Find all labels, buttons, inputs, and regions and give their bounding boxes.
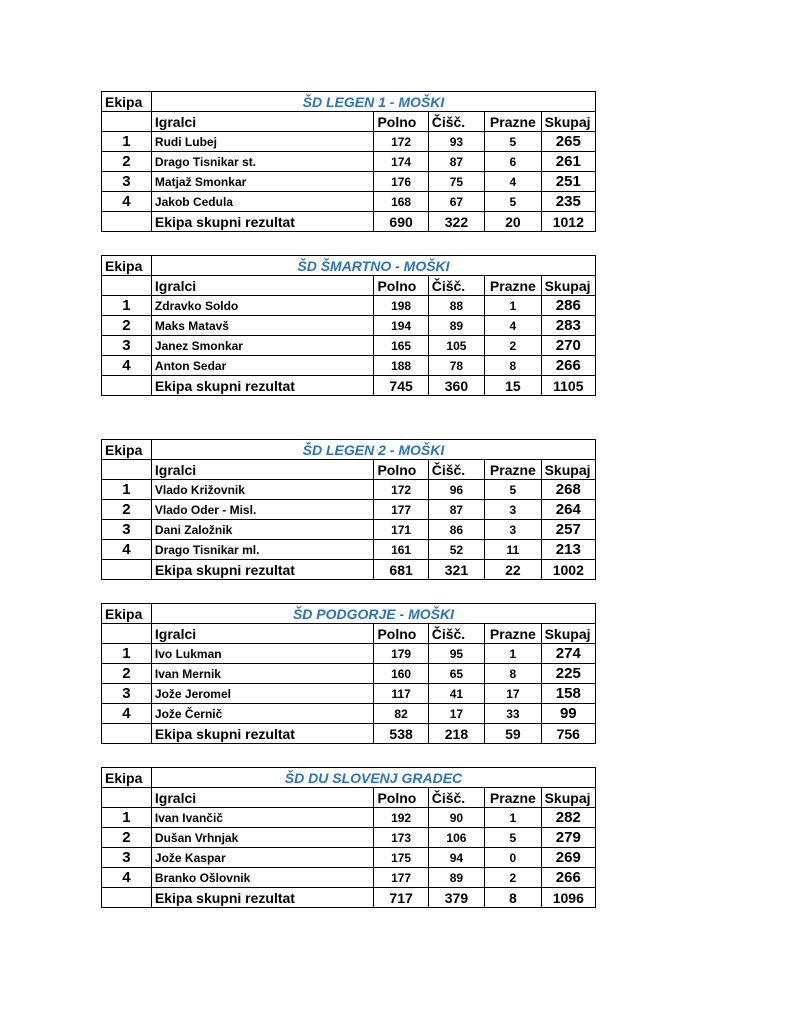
player-name: Jože Černič (151, 704, 374, 724)
polno-value: 82 (374, 704, 428, 724)
skupaj-value: 269 (541, 848, 595, 868)
ekipa-label: Ekipa (102, 768, 152, 788)
blank-cell (102, 724, 152, 744)
cisc-value: 65 (428, 664, 484, 684)
polno-value: 176 (374, 172, 428, 192)
total-skupaj: 756 (541, 724, 595, 744)
player-name: Janez Smonkar (151, 336, 374, 356)
prazne-value: 6 (485, 152, 541, 172)
player-name: Branko Ošlovnik (151, 868, 374, 888)
prazne-value: 8 (485, 356, 541, 376)
total-label: Ekipa skupni rezultat (151, 376, 374, 396)
table-row (102, 336, 596, 356)
total-prazne: 20 (485, 212, 541, 232)
igralci-header: Igralci (151, 624, 374, 644)
cisc-value: 106 (428, 828, 484, 848)
team-title: ŠD ŠMARTNO - MOŠKI (151, 256, 595, 276)
polno-header: Polno (374, 788, 428, 808)
prazne-header: Prazne (485, 460, 541, 480)
table-row (102, 500, 596, 520)
prazne-header: Prazne (485, 788, 541, 808)
cisc-value: 41 (428, 684, 484, 704)
polno-value: 194 (374, 316, 428, 336)
player-name: Anton Sedar (151, 356, 374, 376)
player-number: 1 (102, 480, 152, 500)
blank-cell (102, 560, 152, 580)
table-row (102, 664, 596, 684)
table-row (102, 132, 596, 152)
ekipa-label: Ekipa (102, 604, 152, 624)
prazne-value: 3 (485, 500, 541, 520)
skupaj-header: Skupaj (541, 112, 595, 132)
total-polno: 717 (374, 888, 428, 908)
table-row (102, 540, 596, 560)
team-header-row (102, 92, 596, 112)
player-name: Zdravko Soldo (151, 296, 374, 316)
player-name: Ivan Ivančič (151, 808, 374, 828)
total-cisc: 379 (428, 888, 484, 908)
cisc-value: 89 (428, 868, 484, 888)
igralci-header: Igralci (151, 112, 374, 132)
skupaj-value: 158 (541, 684, 595, 704)
player-number: 4 (102, 192, 152, 212)
ekipa-label: Ekipa (102, 440, 152, 460)
table-row (102, 808, 596, 828)
prazne-value: 33 (485, 704, 541, 724)
polno-value: 168 (374, 192, 428, 212)
cisc-value: 94 (428, 848, 484, 868)
skupaj-value: 264 (541, 500, 595, 520)
player-name: Jože Jeromel (151, 684, 374, 704)
blank-cell (102, 376, 152, 396)
skupaj-value: 265 (541, 132, 595, 152)
skupaj-value: 225 (541, 664, 595, 684)
player-name: Drago Tisnikar st. (151, 152, 374, 172)
total-prazne: 59 (485, 724, 541, 744)
polno-header: Polno (374, 276, 428, 296)
skupaj-value: 257 (541, 520, 595, 540)
prazne-value: 5 (485, 828, 541, 848)
prazne-value: 2 (485, 868, 541, 888)
player-number: 1 (102, 808, 152, 828)
cisc-value: 52 (428, 540, 484, 560)
player-number: 3 (102, 172, 152, 192)
player-number: 1 (102, 132, 152, 152)
prazne-value: 4 (485, 316, 541, 336)
player-number: 2 (102, 316, 152, 336)
team-table (101, 439, 596, 580)
column-header-row (102, 276, 596, 296)
total-row (102, 724, 596, 744)
skupaj-value: 251 (541, 172, 595, 192)
table-row (102, 644, 596, 664)
polno-value: 177 (374, 868, 428, 888)
total-prazne: 22 (485, 560, 541, 580)
player-number: 4 (102, 356, 152, 376)
player-number: 4 (102, 540, 152, 560)
cisc-value: 90 (428, 808, 484, 828)
prazne-value: 11 (485, 540, 541, 560)
player-name: Maks Matavš (151, 316, 374, 336)
skupaj-value: 286 (541, 296, 595, 316)
total-polno: 745 (374, 376, 428, 396)
team-title: ŠD PODGORJE - MOŠKI (151, 604, 595, 624)
total-row (102, 212, 596, 232)
prazne-value: 5 (485, 132, 541, 152)
team-table (101, 255, 596, 396)
table-row (102, 704, 596, 724)
cisc-value: 89 (428, 316, 484, 336)
total-row (102, 560, 596, 580)
prazne-value: 5 (485, 192, 541, 212)
polno-value: 117 (374, 684, 428, 704)
prazne-value: 0 (485, 848, 541, 868)
skupaj-header: Skupaj (541, 788, 595, 808)
column-header-row (102, 788, 596, 808)
skupaj-value: 268 (541, 480, 595, 500)
player-number: 2 (102, 500, 152, 520)
blank-cell (102, 112, 152, 132)
cisc-value: 87 (428, 152, 484, 172)
total-cisc: 322 (428, 212, 484, 232)
cisc-value: 96 (428, 480, 484, 500)
cisc-value: 17 (428, 704, 484, 724)
polno-value: 179 (374, 644, 428, 664)
prazne-value: 1 (485, 644, 541, 664)
polno-value: 188 (374, 356, 428, 376)
blank-cell (102, 460, 152, 480)
prazne-value: 5 (485, 480, 541, 500)
column-header-row (102, 460, 596, 480)
total-row (102, 376, 596, 396)
total-prazne: 15 (485, 376, 541, 396)
table-row (102, 172, 596, 192)
skupaj-value: 261 (541, 152, 595, 172)
column-header-row (102, 112, 596, 132)
team-table (101, 767, 596, 908)
table-row (102, 684, 596, 704)
cisc-value: 87 (428, 500, 484, 520)
player-name: Matjaž Smonkar (151, 172, 374, 192)
table-row (102, 868, 596, 888)
total-skupaj: 1002 (541, 560, 595, 580)
table-row (102, 192, 596, 212)
polno-header: Polno (374, 112, 428, 132)
total-cisc: 321 (428, 560, 484, 580)
team-header-row (102, 604, 596, 624)
table-row (102, 296, 596, 316)
cisc-value: 75 (428, 172, 484, 192)
player-number: 4 (102, 704, 152, 724)
team-header-row (102, 440, 596, 460)
team-header-row (102, 768, 596, 788)
polno-value: 175 (374, 848, 428, 868)
cisc-header: Čišč. (428, 276, 484, 296)
prazne-value: 1 (485, 808, 541, 828)
team-table (101, 603, 596, 744)
player-name: Jože Kaspar (151, 848, 374, 868)
player-number: 4 (102, 868, 152, 888)
team-title: ŠD LEGEN 1 - MOŠKI (151, 92, 595, 112)
total-skupaj: 1096 (541, 888, 595, 908)
skupaj-value: 282 (541, 808, 595, 828)
total-label: Ekipa skupni rezultat (151, 888, 374, 908)
blank-cell (102, 212, 152, 232)
polno-value: 172 (374, 132, 428, 152)
polno-value: 177 (374, 500, 428, 520)
cisc-value: 95 (428, 644, 484, 664)
table-row (102, 848, 596, 868)
player-number: 3 (102, 684, 152, 704)
player-number: 3 (102, 848, 152, 868)
polno-value: 171 (374, 520, 428, 540)
polno-value: 160 (374, 664, 428, 684)
team-title: ŠD DU SLOVENJ GRADEC (151, 768, 595, 788)
skupaj-value: 283 (541, 316, 595, 336)
player-number: 2 (102, 664, 152, 684)
prazne-header: Prazne (485, 624, 541, 644)
ekipa-label: Ekipa (102, 256, 152, 276)
skupaj-value: 266 (541, 356, 595, 376)
prazne-value: 1 (485, 296, 541, 316)
prazne-value: 8 (485, 664, 541, 684)
team-title: ŠD LEGEN 2 - MOŠKI (151, 440, 595, 460)
skupaj-value: 270 (541, 336, 595, 356)
blank-cell (102, 888, 152, 908)
prazne-header: Prazne (485, 276, 541, 296)
total-label: Ekipa skupni rezultat (151, 560, 374, 580)
prazne-value: 4 (485, 172, 541, 192)
polno-value: 192 (374, 808, 428, 828)
igralci-header: Igralci (151, 460, 374, 480)
player-number: 1 (102, 296, 152, 316)
skupaj-value: 235 (541, 192, 595, 212)
player-name: Rudi Lubej (151, 132, 374, 152)
ekipa-label: Ekipa (102, 92, 152, 112)
player-number: 2 (102, 152, 152, 172)
player-name: Vlado Oder - Misl. (151, 500, 374, 520)
team-table (101, 91, 596, 232)
blank-cell (102, 276, 152, 296)
total-skupaj: 1105 (541, 376, 595, 396)
cisc-header: Čišč. (428, 624, 484, 644)
cisc-value: 86 (428, 520, 484, 540)
cisc-header: Čišč. (428, 112, 484, 132)
total-skupaj: 1012 (541, 212, 595, 232)
total-cisc: 360 (428, 376, 484, 396)
cisc-value: 78 (428, 356, 484, 376)
polno-value: 174 (374, 152, 428, 172)
total-row (102, 888, 596, 908)
skupaj-value: 279 (541, 828, 595, 848)
prazne-value: 17 (485, 684, 541, 704)
skupaj-value: 213 (541, 540, 595, 560)
total-cisc: 218 (428, 724, 484, 744)
player-name: Ivo Lukman (151, 644, 374, 664)
skupaj-value: 274 (541, 644, 595, 664)
player-number: 3 (102, 520, 152, 540)
player-name: Vlado Križovnik (151, 480, 374, 500)
polno-value: 172 (374, 480, 428, 500)
total-polno: 681 (374, 560, 428, 580)
polno-header: Polno (374, 460, 428, 480)
blank-cell (102, 788, 152, 808)
polno-value: 165 (374, 336, 428, 356)
skupaj-header: Skupaj (541, 276, 595, 296)
player-number: 3 (102, 336, 152, 356)
skupaj-value: 99 (541, 704, 595, 724)
team-header-row (102, 256, 596, 276)
player-name: Drago Tisnikar ml. (151, 540, 374, 560)
polno-header: Polno (374, 624, 428, 644)
polno-value: 173 (374, 828, 428, 848)
total-polno: 538 (374, 724, 428, 744)
player-name: Jakob Cedula (151, 192, 374, 212)
igralci-header: Igralci (151, 276, 374, 296)
total-polno: 690 (374, 212, 428, 232)
player-name: Ivan Mernik (151, 664, 374, 684)
table-row (102, 520, 596, 540)
player-name: Dani Založnik (151, 520, 374, 540)
polno-value: 198 (374, 296, 428, 316)
table-row (102, 356, 596, 376)
total-label: Ekipa skupni rezultat (151, 212, 374, 232)
polno-value: 161 (374, 540, 428, 560)
skupaj-value: 266 (541, 868, 595, 888)
cisc-header: Čišč. (428, 788, 484, 808)
column-header-row (102, 624, 596, 644)
total-label: Ekipa skupni rezultat (151, 724, 374, 744)
total-prazne: 8 (485, 888, 541, 908)
cisc-value: 88 (428, 296, 484, 316)
prazne-value: 2 (485, 336, 541, 356)
igralci-header: Igralci (151, 788, 374, 808)
prazne-header: Prazne (485, 112, 541, 132)
player-number: 1 (102, 644, 152, 664)
table-row (102, 480, 596, 500)
skupaj-header: Skupaj (541, 624, 595, 644)
table-row (102, 828, 596, 848)
player-name: Dušan Vrhnjak (151, 828, 374, 848)
table-row (102, 316, 596, 336)
cisc-value: 93 (428, 132, 484, 152)
skupaj-header: Skupaj (541, 460, 595, 480)
cisc-value: 67 (428, 192, 484, 212)
prazne-value: 3 (485, 520, 541, 540)
cisc-value: 105 (428, 336, 484, 356)
table-row (102, 152, 596, 172)
blank-cell (102, 624, 152, 644)
cisc-header: Čišč. (428, 460, 484, 480)
player-number: 2 (102, 828, 152, 848)
